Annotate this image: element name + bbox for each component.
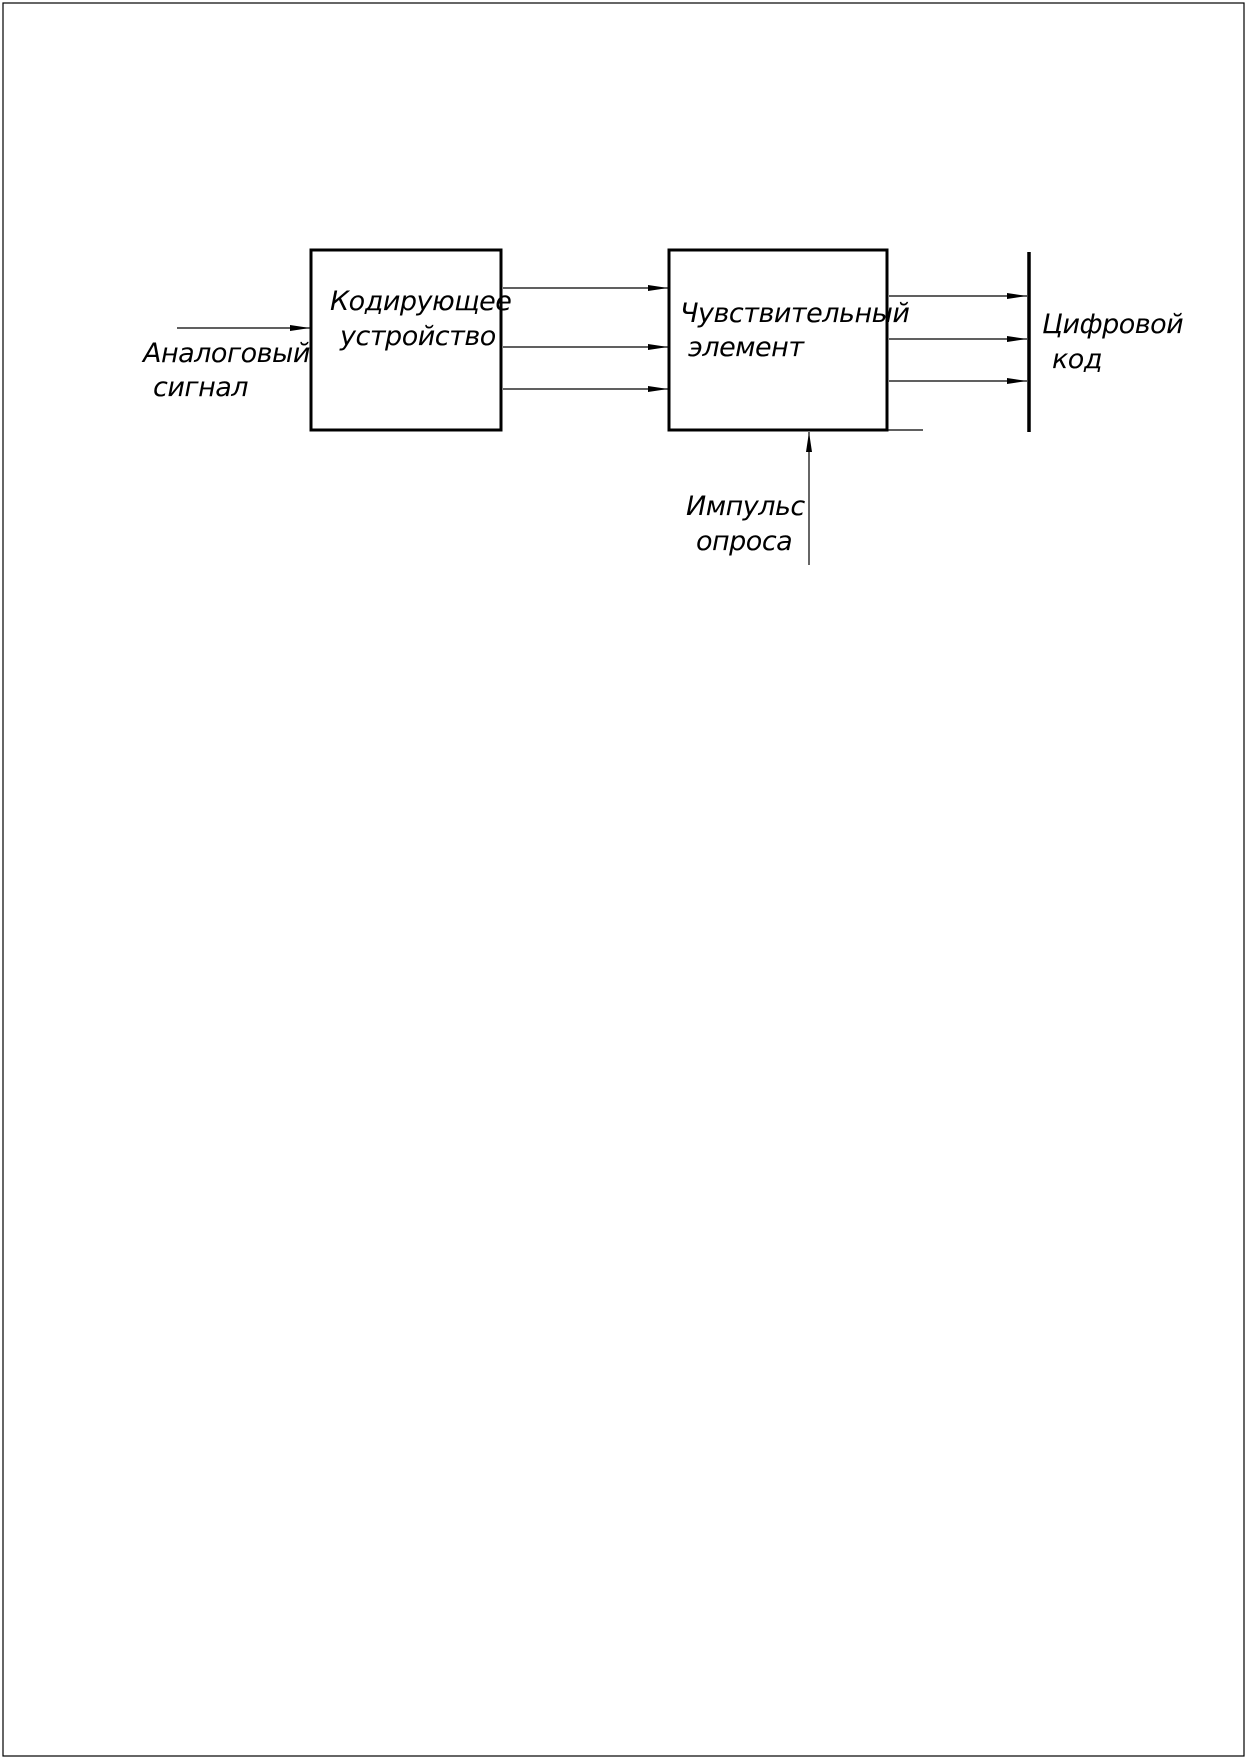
encoder-label-line2: устройство (340, 321, 496, 352)
output-code-label-line1: Цифровой (1042, 309, 1184, 340)
input-signal-label-line2: сигнал (153, 372, 249, 403)
poll-pulse-label-line1: Импульс (686, 491, 805, 522)
output-code-label-line2: код (1052, 344, 1102, 375)
encoder-label-line1: Кодирующее (330, 286, 512, 317)
input-signal-label-line1: Аналоговый (143, 338, 310, 369)
page-frame (3, 3, 1244, 1756)
poll-pulse-label-line2: опроса (696, 526, 793, 557)
sensor-label-line2: элемент (688, 332, 804, 363)
sensor-label-line1: Чувствительный (680, 298, 910, 329)
